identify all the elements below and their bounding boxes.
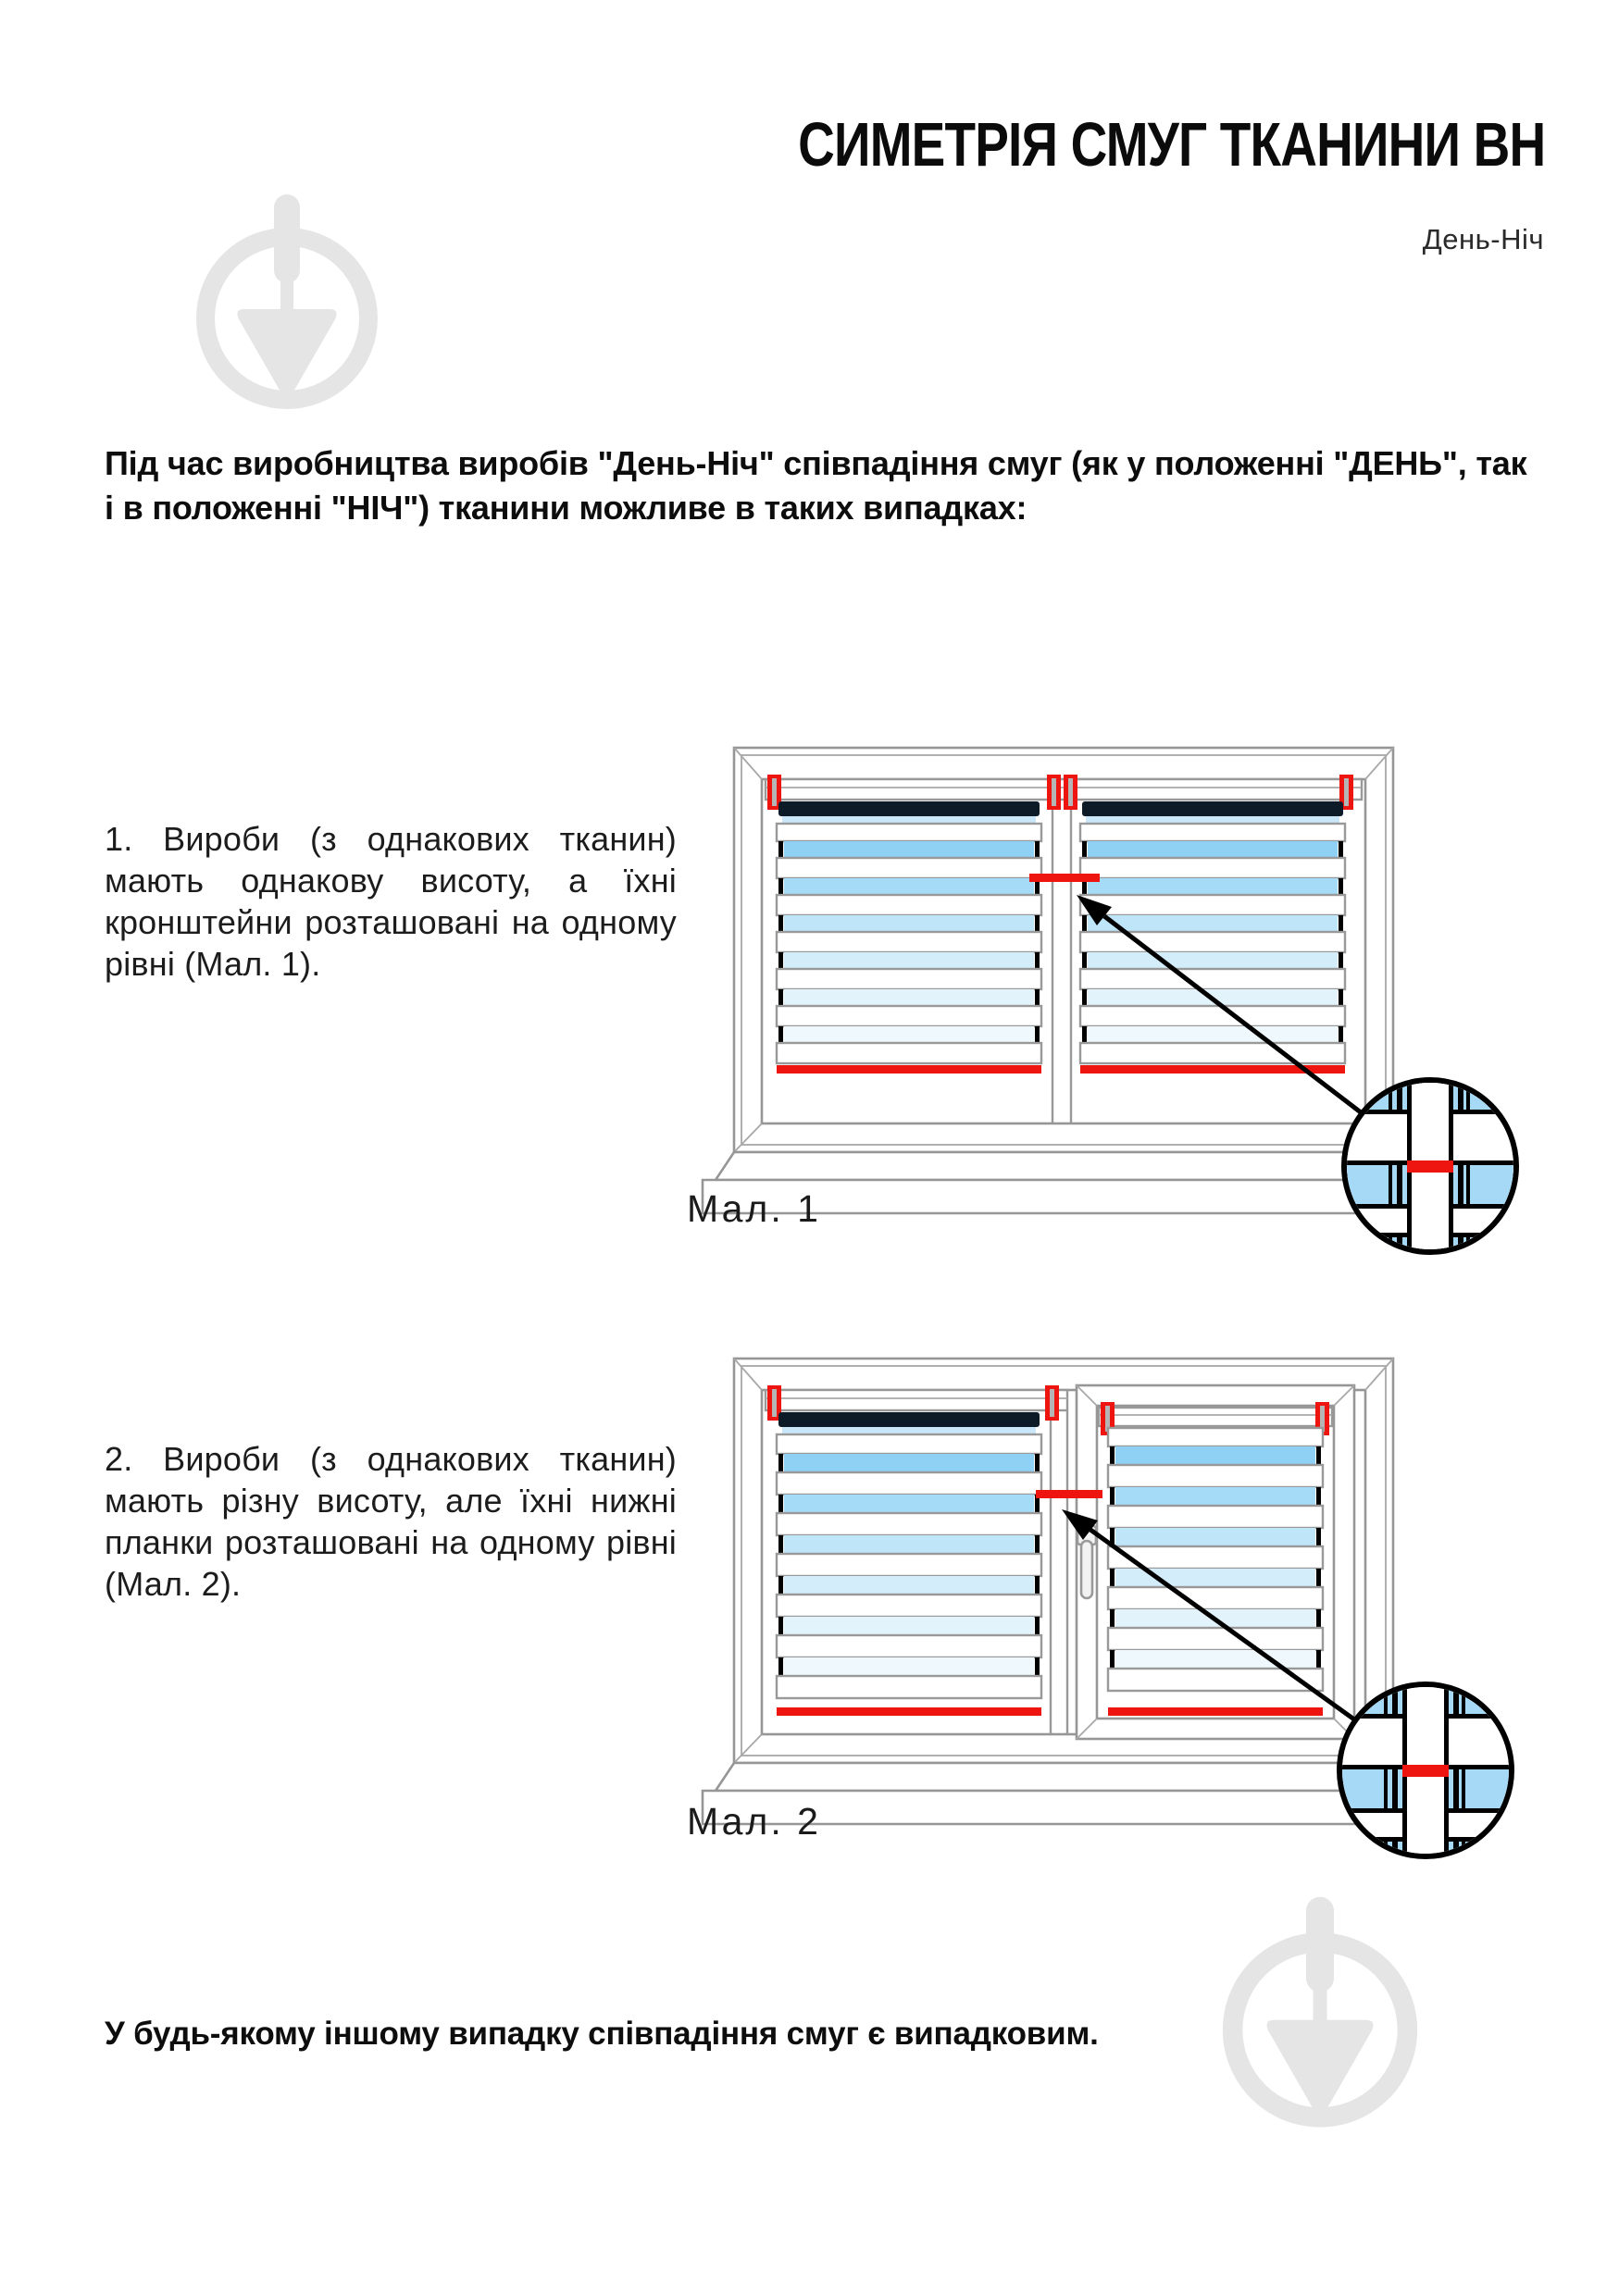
trowel-handle: [1306, 1897, 1334, 1992]
trowel-logo-watermark: [185, 180, 389, 420]
left-blind: [777, 801, 1041, 1074]
trowel-logo-watermark: [1211, 1880, 1429, 2140]
left-blind: [777, 1412, 1041, 1716]
page-title-text: СИМЕТРІЯ СМУГ ТКАНИНИ ВН: [797, 110, 1545, 180]
alignment-mark-zoomed: [1407, 1160, 1453, 1173]
page-title: [0, 109, 1545, 180]
footer-note: У будь-якому іншому випадку співпадіння смуг є випадковим.: [105, 2016, 1099, 2052]
figure-1-caption: Мал. 1: [687, 1187, 821, 1230]
blind-cassette: [766, 1390, 1067, 1410]
bracket: [1047, 775, 1061, 810]
alignment-mark-zoomed: [1402, 1765, 1449, 1777]
window-handle: [1077, 1526, 1096, 1598]
figure-2-caption: Мал. 2: [687, 1800, 821, 1843]
trowel-handle: [274, 194, 300, 283]
trowel-neck: [280, 276, 293, 313]
case-2-paragraph: 2. Вироби (з однакових тканин) мають різну висоту, але їхні нижні планки розташовані на одному рівні (Мал. 2).: [105, 1440, 677, 1603]
bracket: [1064, 775, 1077, 810]
zoom-detail-circle: [1339, 1684, 1512, 1860]
bottom-rail: [777, 1707, 1041, 1716]
zoom-detail-circle: [1344, 1080, 1516, 1256]
page-subtitle: День-Ніч: [1422, 223, 1544, 255]
alignment-mark: [1036, 1490, 1102, 1498]
trowel-neck: [1313, 1984, 1326, 2024]
sash-blind-cassette: [1099, 1408, 1332, 1426]
intro-paragraph: Під час виробництва виробів "День-Ніч" співпадіння смуг (як у положенні "ДЕНЬ", так і в положенні "НІЧ") тканини можливе в таких випадках:: [105, 444, 1527, 527]
figure-2-diagram: [690, 1347, 1537, 1879]
bottom-rail: [1108, 1707, 1323, 1716]
bottom-rail: [777, 1065, 1041, 1074]
right-blind: [1080, 801, 1345, 1074]
alignment-mark: [1029, 874, 1100, 882]
case-1-paragraph: 1. Вироби (з однакових тканин) мають однакову висоту, а їхні кронштейни розташовані на одному рівні (Мал. 1).: [105, 820, 677, 983]
bracket: [1045, 1385, 1059, 1421]
